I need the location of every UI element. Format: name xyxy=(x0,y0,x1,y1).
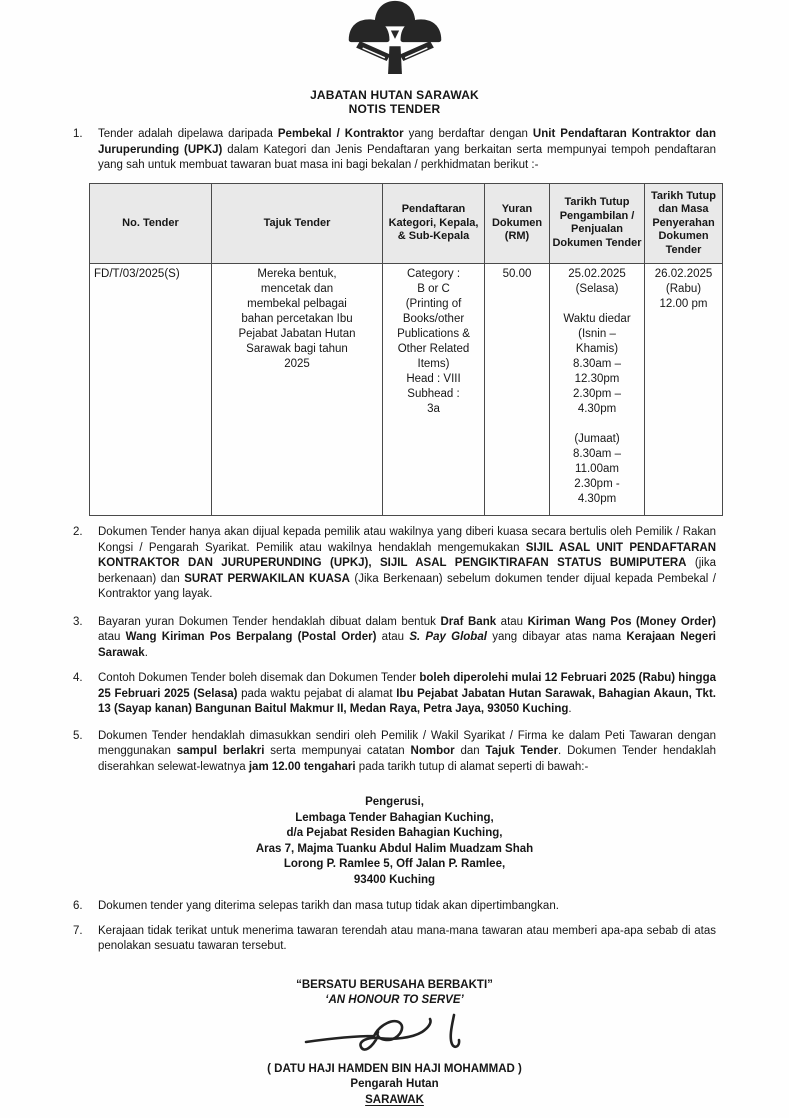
table-row xyxy=(90,264,723,516)
paragraph-number: 6. xyxy=(73,900,83,912)
cell-no-tender: FD/T/03/2025(S) xyxy=(90,264,212,516)
column-header-no-tender: No. Tender xyxy=(90,183,212,264)
paragraph-text: Kerajaan tidak terikat untuk menerima tawaran terendah atau mana-mana tawaran atau memberi apa-apa sebab di atas penolakan sesuatu tawaran tersebut. xyxy=(98,924,716,952)
column-header-tarikh-pengambilan: Tarikh Tutup Pengambilan / Penjualan Dokumen Tender xyxy=(550,183,645,264)
paragraph-7 xyxy=(73,924,716,955)
paragraph-number: 2. xyxy=(73,526,83,538)
column-header-tarikh-penyerahan: Tarikh Tutup dan Masa Penyerahan Dokumen Tender xyxy=(645,183,723,264)
paragraph-2 xyxy=(73,525,716,603)
paragraph-text: Dokumen Tender hanya akan dijual kepada pemilik atau wakilnya yang diberi kuasa secara bertulis oleh Pemilik / Rakan Kongsi / Pengarah Syarikat. Pemilik atau wakilnya hendaklah mengemukakan SIJIL ASAL UNIT PENDAFTARAN KONTRAKTOR DAN JURUPERUNDING (UPKJ), SIJIL ASAL PENGIKTIRAFAN STATUS BUMIPUTERA (jika berkenaan) dan SURAT PERWAKILAN KUASA (Jika Berkenaan) sebelum dokumen tender dijual kepada Pembekal / Kontraktor yang layak. xyxy=(98,526,717,600)
signatory-block xyxy=(73,1062,716,1109)
paragraph-text: Dokumen Tender hendaklah dimasukkan sendiri oleh Pemilik / Wakil Syarikat / Firma ke dalam Peti Tawaran dengan menggunakan sampul berlakri serta mempunyai catatan Nombor dan Tajuk Tender. Dokumen Tender hendaklah diserahkan selewat-lewatnya jam 12.00 tengahari pada tarikh tutup di alamat seperti di bawah:- xyxy=(98,729,717,773)
signatory-title: Pengarah Hutan xyxy=(350,1078,439,1090)
column-header-tajuk-tender: Tajuk Tender xyxy=(212,183,383,264)
cell-pendaftaran: Category : B or C (Printing of Books/other Publications & Other Related Items) Head : VIII Subhead : 3a xyxy=(383,264,485,516)
forest-department-tree-logo-icon xyxy=(343,0,447,79)
paragraph-5 xyxy=(73,729,716,776)
column-header-yuran: Yuran Dokumen (RM) xyxy=(485,183,550,264)
column-header-pendaftaran: Pendaftaran Kategori, Kepala, & Sub-Kepala xyxy=(383,183,485,264)
paragraph-3 xyxy=(73,615,716,662)
paragraph-text: Contoh Dokumen Tender boleh disemak dan Dokumen Tender boleh diperolehi mulai 12 Februari 2025 (Rabu) hingga 25 Februari 2025 (Selasa) pada waktu pejabat di alamat Ibu Pejabat Jabatan Hutan Sarawak, Bahagian Akaun, Tkt. 13 (Sayap kanan) Bangunan Baitul Makmur II, Medan Raya, Petra Jaya, 93050 Kuching. xyxy=(98,672,716,715)
paragraph-4 xyxy=(73,671,716,718)
handwritten-signature-icon xyxy=(300,1012,490,1061)
paragraph-text: Tender adalah dipelawa daripada Pembekal / Kontraktor yang berdaftar dengan Unit Pendaftaran Kontraktor dan Juruperunding (UPKJ) dalam Kategori dan Jenis Pendaftaran yang berkaitan serta mempunyai tempoh pendaftaran yang sah untuk membuat tawaran buat masa ini bagi bekalan / perkhidmatan berikut :- xyxy=(98,128,716,171)
paragraph-text: Dokumen tender yang diterima selepas tarikh dan masa tutup tidak akan dipertimbangkan. xyxy=(98,900,559,912)
cell-tajuk-tender: Mereka bentuk, mencetak dan membekal pelbagai bahan percetakan Ibu Pejabat Jabatan Hutan Sarawak bagi tahun 2025 xyxy=(212,264,383,516)
motto-english: ‘AN HONOUR TO SERVE’ xyxy=(325,993,464,1006)
document-title xyxy=(0,88,789,116)
signature-container xyxy=(73,1012,716,1061)
cell-yuran: 50.00 xyxy=(485,264,550,516)
signatory-org: SARAWAK xyxy=(365,1093,424,1106)
motto-malay: “BERSATU BERUSAHA BERBAKTI” xyxy=(296,978,493,991)
paragraph-number: 1. xyxy=(73,128,83,140)
paragraph-text: Bayaran yuran Dokumen Tender hendaklah dibuat dalam bentuk Draf Bank atau Kiriman Wang Pos (Money Order) atau Wang Kiriman Pos Berpalang (Postal Order) atau S. Pay Global yang dibayar atas nama Kerajaan Negeri Sarawak. xyxy=(98,615,717,659)
paragraph-6 xyxy=(73,899,716,915)
cell-tarikh-pengambilan: 25.02.2025 (Selasa) Waktu diedar (Isnin – Khamis) 8.30am – 12.30pm 2.30pm – 4.30pm (Jumaat) 8.30am – 11.00am 2.30pm - 4.30pm xyxy=(550,264,645,516)
tender-table xyxy=(89,183,723,517)
paragraph-1 xyxy=(73,127,716,174)
paragraph-number: 7. xyxy=(73,924,83,937)
signatory-name: ( DATU HAJI HAMDEN BIN HAJI MOHAMMAD ) xyxy=(267,1062,522,1075)
doc-type: NOTIS TENDER xyxy=(348,102,441,116)
paragraph-number: 5. xyxy=(73,729,83,742)
table-header-row xyxy=(90,183,723,264)
org-name: JABATAN HUTAN SARAWAK xyxy=(310,88,479,102)
cell-tarikh-penyerahan: 26.02.2025 (Rabu) 12.00 pm xyxy=(645,264,723,516)
paragraph-number: 3. xyxy=(73,615,83,628)
logo-container xyxy=(0,0,789,79)
motto-block xyxy=(73,978,716,1008)
paragraph-number: 4. xyxy=(73,672,83,684)
submission-address-block: Pengerusi, Lembaga Tender Bahagian Kuching, d/a Pejabat Residen Bahagian Kuching, Aras 7, Majma Tuanku Abdul Halim Muadzam Shah Lorong P. Ramlee 5, Off Jalan P. Ramlee, 93400 Kuching xyxy=(255,796,534,886)
